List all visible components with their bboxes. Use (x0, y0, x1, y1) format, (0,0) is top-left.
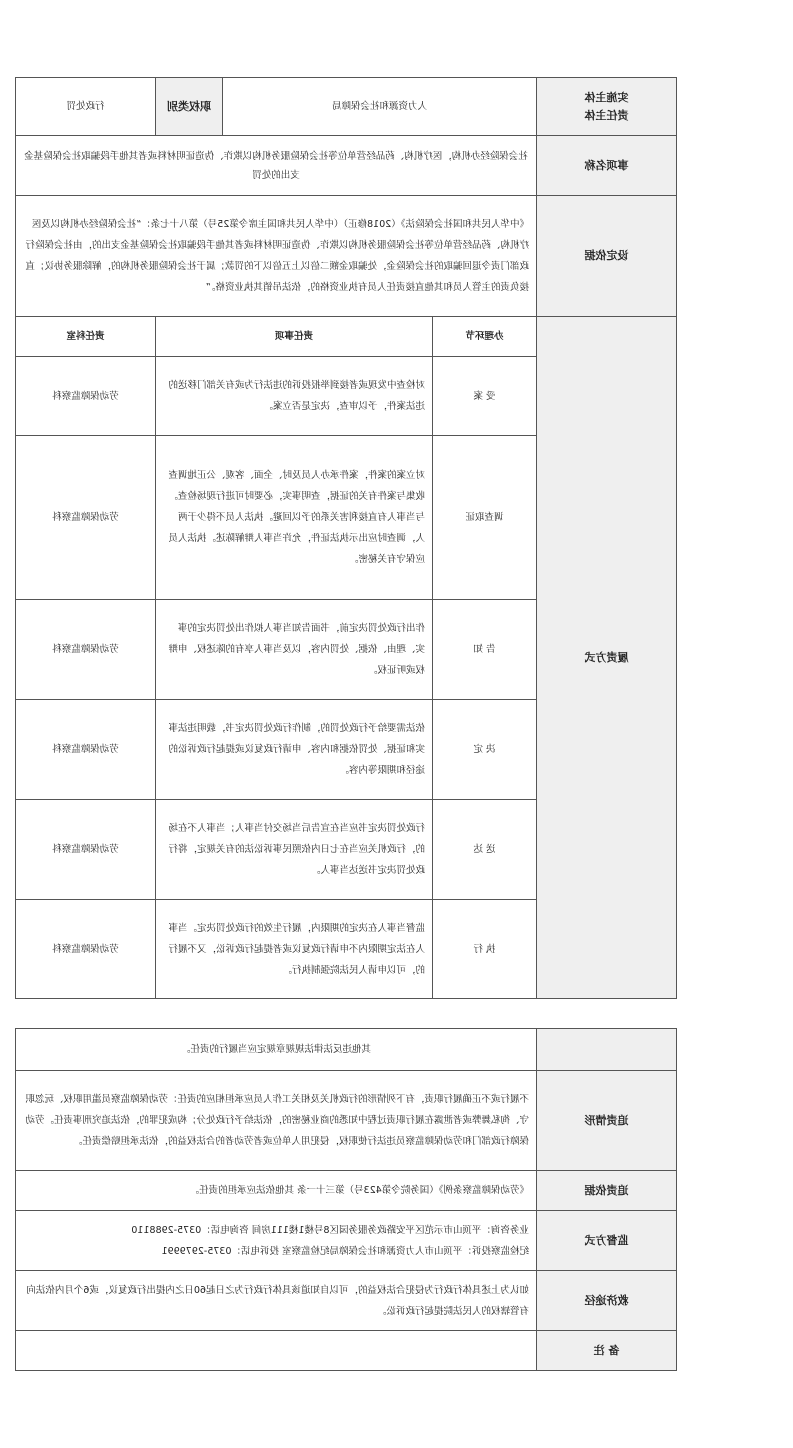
stage-cell: 决 定 (433, 700, 537, 800)
subject-label-2: 责任主体 (584, 108, 629, 122)
stage-cell: 调查取证 (433, 436, 537, 600)
matter-cell: 对检查中发现或者接到举报投诉的违法行为或有关部门移送的违法案件，予以审查，决定是否立案。 (155, 357, 432, 436)
col-dept-header: 责任科室 (15, 317, 155, 357)
category-value: 行政处罚 (15, 78, 155, 136)
dept-cell: 劳动保障监察科 (15, 900, 155, 999)
other-duty-text: 其他违反法律法规规章规定应当履行的责任。 (16, 1029, 537, 1071)
supervision-line-1: 业务咨询：平顶山市示范区平安路政务服务园区8号楼1楼111房间 咨询电话：0375-2988110 (131, 1224, 529, 1236)
col-matter-header: 责任事项 (155, 317, 432, 357)
matter-cell: 依法需要给予行政处罚的，制作行政处罚决定书，载明违法事实和证据、处罚依据和内容、申请行政复议或提起行政诉讼的途径和期限等内容。 (155, 700, 432, 800)
matter-cell: 作出行政处罚决定前，书面告知当事人拟作出处罚决定的事实、理由、依据、处罚内容，以及当事人享有的陈述权、申辩权或听证权。 (155, 600, 432, 700)
category-label: 职权类别 (155, 78, 222, 136)
situation-text: 不履行或不正确履行职责，有下列情形的行政机关及相关工作人员应承担相应的责任：劳动保障监察员滥用职权、玩忽职守、徇私舞弊或者泄露在履行职责过程中知悉的商业秘密的，依法给予行政处分；构成犯罪的，依法追究刑事责任。劳动保障行政部门和劳动保障监察员违法行使职权，侵犯用人单位或者劳动者的合法权益的，依法承担赔偿责任。 (16, 1071, 537, 1171)
blank-label (537, 1029, 677, 1071)
dept-cell: 劳动保障监察科 (15, 700, 155, 800)
subject-label (537, 78, 677, 136)
dept-cell: 劳动保障监察科 (15, 436, 155, 600)
account-basis-text: 《劳动保障监察条例》（国务院令第423号）第三十一条 其他依法应承担的责任。 (16, 1171, 537, 1211)
supervision-line-2: 纪检监察投诉：平顶山市人力资源和社会保障局纪检监察室 投诉电话：0375-2979991 (161, 1245, 529, 1257)
subject-value: 人力资源和社会保障局 (222, 78, 536, 136)
dept-cell: 劳动保障监察科 (15, 600, 155, 700)
stage-cell: 告 知 (433, 600, 537, 700)
remark-text (16, 1331, 537, 1371)
stage-cell: 送 达 (433, 800, 537, 900)
account-basis-label: 追责依据 (537, 1171, 677, 1211)
item-text: 社会保险经办机构，医疗机构、药品经营单位等社会保险服务机构以欺诈、伪造证明材料或者其他手段骗取社会保险基金支出的处罚 (15, 136, 536, 196)
remark-label: 备 注 (537, 1331, 677, 1371)
basis-label: 设定依据 (537, 196, 677, 317)
item-label: 事项名称 (537, 136, 677, 196)
relief-text: 如认为上述具体行政行为侵犯合法权益的，可以自知道该具体行政行为之日起60日之内提出行政复议，或6个月内依法向有管辖权的人民法院提起行政诉讼。 (16, 1271, 537, 1331)
matter-cell: 对立案的案件，案件承办人员及时、全面、客观、公正地调查收集与案件有关的证据，查明事实，必要时可进行现场检查。与当事人有直接利害关系的予以回避。执法人员不得少于两人，调查时应出示执法证件，允许当事人辩解陈述。执法人员应保守有关秘密。 (155, 436, 432, 600)
relief-label: 救济途径 (537, 1271, 677, 1331)
responsibility-table (15, 77, 677, 999)
accountability-table (15, 1028, 677, 1371)
situation-label: 追责情形 (537, 1071, 677, 1171)
stage-cell: 受 案 (433, 357, 537, 436)
dept-cell: 劳动保障监察科 (15, 357, 155, 436)
col-stage-header: 办理环节 (433, 317, 537, 357)
duty-label: 履责方式 (537, 317, 677, 999)
supervision-label: 监督方式 (537, 1211, 677, 1271)
matter-cell: 行政处罚决定书应当在宣告后当场交付当事人；当事人不在场的，行政机关应当在七日内依照民事诉讼法的有关规定，将行政处罚决定书送达当事人。 (155, 800, 432, 900)
matter-cell: 监督当事人在决定的期限内，履行生效的行政处罚决定。当事人在法定期限内不申请行政复议或者提起行政诉讼，又不履行的，可以申请人民法院强制执行。 (155, 900, 432, 999)
stage-cell: 执 行 (433, 900, 537, 999)
subject-label-1: 实施主体 (584, 90, 629, 104)
dept-cell: 劳动保障监察科 (15, 800, 155, 900)
basis-text: 《中华人民共和国社会保险法》（2018修正）（中华人民共和国主席令第25号）第八十七条：“社会保险经办机构以及医疗机构、药品经营单位等社会保险服务机构以欺诈、伪造证明材料或者其他手段骗取社会保险基金支出的，由社会保险行政部门责令退回骗取的社会保险金，处骗取金额二倍以上五倍以下的罚款；属于社会保险服务机构的，解除服务协议；直接负责的主管人员和其他直接责任人员有执业资格的，依法吊销其执业资格。” (15, 196, 536, 317)
supervision-text (16, 1211, 537, 1271)
